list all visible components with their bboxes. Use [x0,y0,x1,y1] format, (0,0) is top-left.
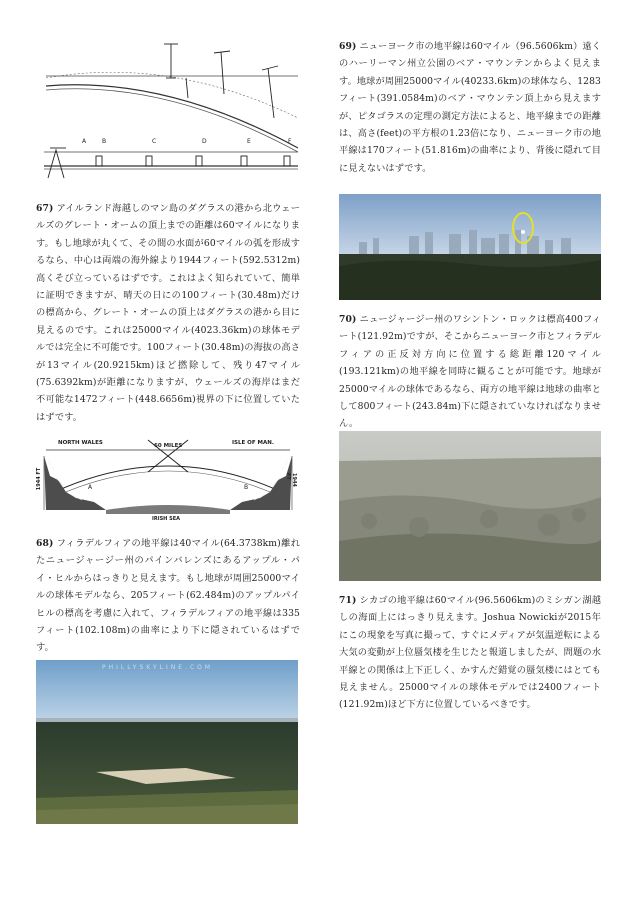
photo-philadelphia-skyline [36,660,298,824]
paragraph-67-text: アイルランド海越しのマン島のダグラスの港から北ウェールズのグレート・オームの頂上までの距離は60マイルになります。もし地球が丸くて、その間の水面が60マイルの弧を形成するなら、中心は両端の海外線より1944フィート(592.5312m)高くそび立っているはずです。これはよく知られていて、簡単に証明できますが、晴天の日にの100フィート(30.48m)だけの標高から、グレート・オームの頂上はダグラスの港から目に見えるのです。これは25000マイル(4023.36km)の球体モデルでは完全に不可能です。100フィート(30.48m)の海抜の高さが13マイル(20.9215km)ほど撚除して、残り47マイル(75.6392km)が距離になりますが、ウェールズの海岸はまだ不可能な1472フィート(448.6656m)視界の下に位置していたはずです。 [36,203,300,423]
paragraph-68 [36,535,300,657]
survey-letter-b: B [102,138,107,145]
photo-nyc-skyline [339,194,601,300]
survey-letter-d: D [202,138,207,145]
survey-letter-f: F [288,138,292,145]
paragraph-69-text: ニューヨーク市の地平線は60マイル（96.5606km）遠くのハーリーマン州立公園のベア・マウンテンからよく見えます。地球が周囲25000マイル(40233.6km)の球体なら、1283フィート(391.0584m)のベア・マウンテン頂上から見えますが、ピタゴラスの定理の測定方法によると、地平線までの距離は、高さ(feet)の平方根の1.23倍になり、ニューヨーク市の地平線は170フィート(51.816m)の曲率により、背後に隠れて目に見えないはずです。 [339,41,601,174]
label-isle-of-man: ISLE OF MAN. [232,440,274,446]
label-right-height: 1944 FT [285,473,297,487]
label-irish-sea: IRISH SEA [152,516,180,522]
paragraph-70 [339,311,601,433]
label-point-a: A [88,484,93,491]
label-point-b: B [244,484,249,491]
paragraph-68-text: フィラデルフィアの地平線は40マイル(64.3738km)離れたニュージャージー州のパインバレンズにあるアップル・パイ・ヒルからはっきりと見えます。もし地球が周囲25000マイルの球体モデルなら、205フィート(62.484m)のアップルパイヒルの標高を考慮に入れて、フィラデルフィアの地平線は335フィート(102.108m)の曲率により下に隠されているはずです。 [36,538,300,654]
paragraph-71-text: シカゴの地平線は60マイル(96.5606km)のミシガン湖越しの海面上にはっきり見えます。Joshua Nowickiが2015年にこの現象を写真に撮って、すぐにメディアが気温逆転による大気の変動が上位蜃気楼を生じたと報道しましたが、問題の水平線との関係は上下正しく、かすんだ錯覚の蜃気楼にはとても見えません。25000マイルの球体モデルでは2400フィート(121.92m)ほど下方に位置しているべきです。 [339,595,602,711]
survey-letter-c: C [152,138,157,145]
paragraph-70-text: ニュージャージー州のワシントン・ロックは標高400フィート(121.92m)ですが、そこからニューヨーク市とフィラデルフィアの正反対方向に位置する総距離120マイル(193.121km)の地平線を同時に観ることが可能です。地球が25000マイルの球体であるなら、両方の地平線は地球の曲率として800フィート(243.84m)下に隠されていなければなりません。 [339,314,601,430]
wales-isle-of-man-diagram [36,436,300,526]
paragraph-67-number: 67) [36,203,54,214]
photo-watermark: PHILLYSKYLINE.COM [102,664,214,671]
label-left-height: 1944 FT [36,467,43,491]
photo-washington-rock-view [339,431,601,581]
label-north-wales: NORTH WALES [58,440,103,446]
label-sixty-miles: 60 MILES [154,443,183,449]
survey-curvature-diagram [36,38,306,188]
paragraph-69-number: 69) [339,41,357,52]
paragraph-69 [339,38,601,177]
paragraph-68-number: 68) [36,538,54,549]
paragraph-67 [36,200,300,426]
paragraph-70-number: 70) [339,314,357,325]
paragraph-71 [339,592,601,714]
paragraph-71-number: 71) [339,595,357,606]
survey-letter-e: E [247,138,251,145]
survey-letter-a: A [82,138,87,145]
